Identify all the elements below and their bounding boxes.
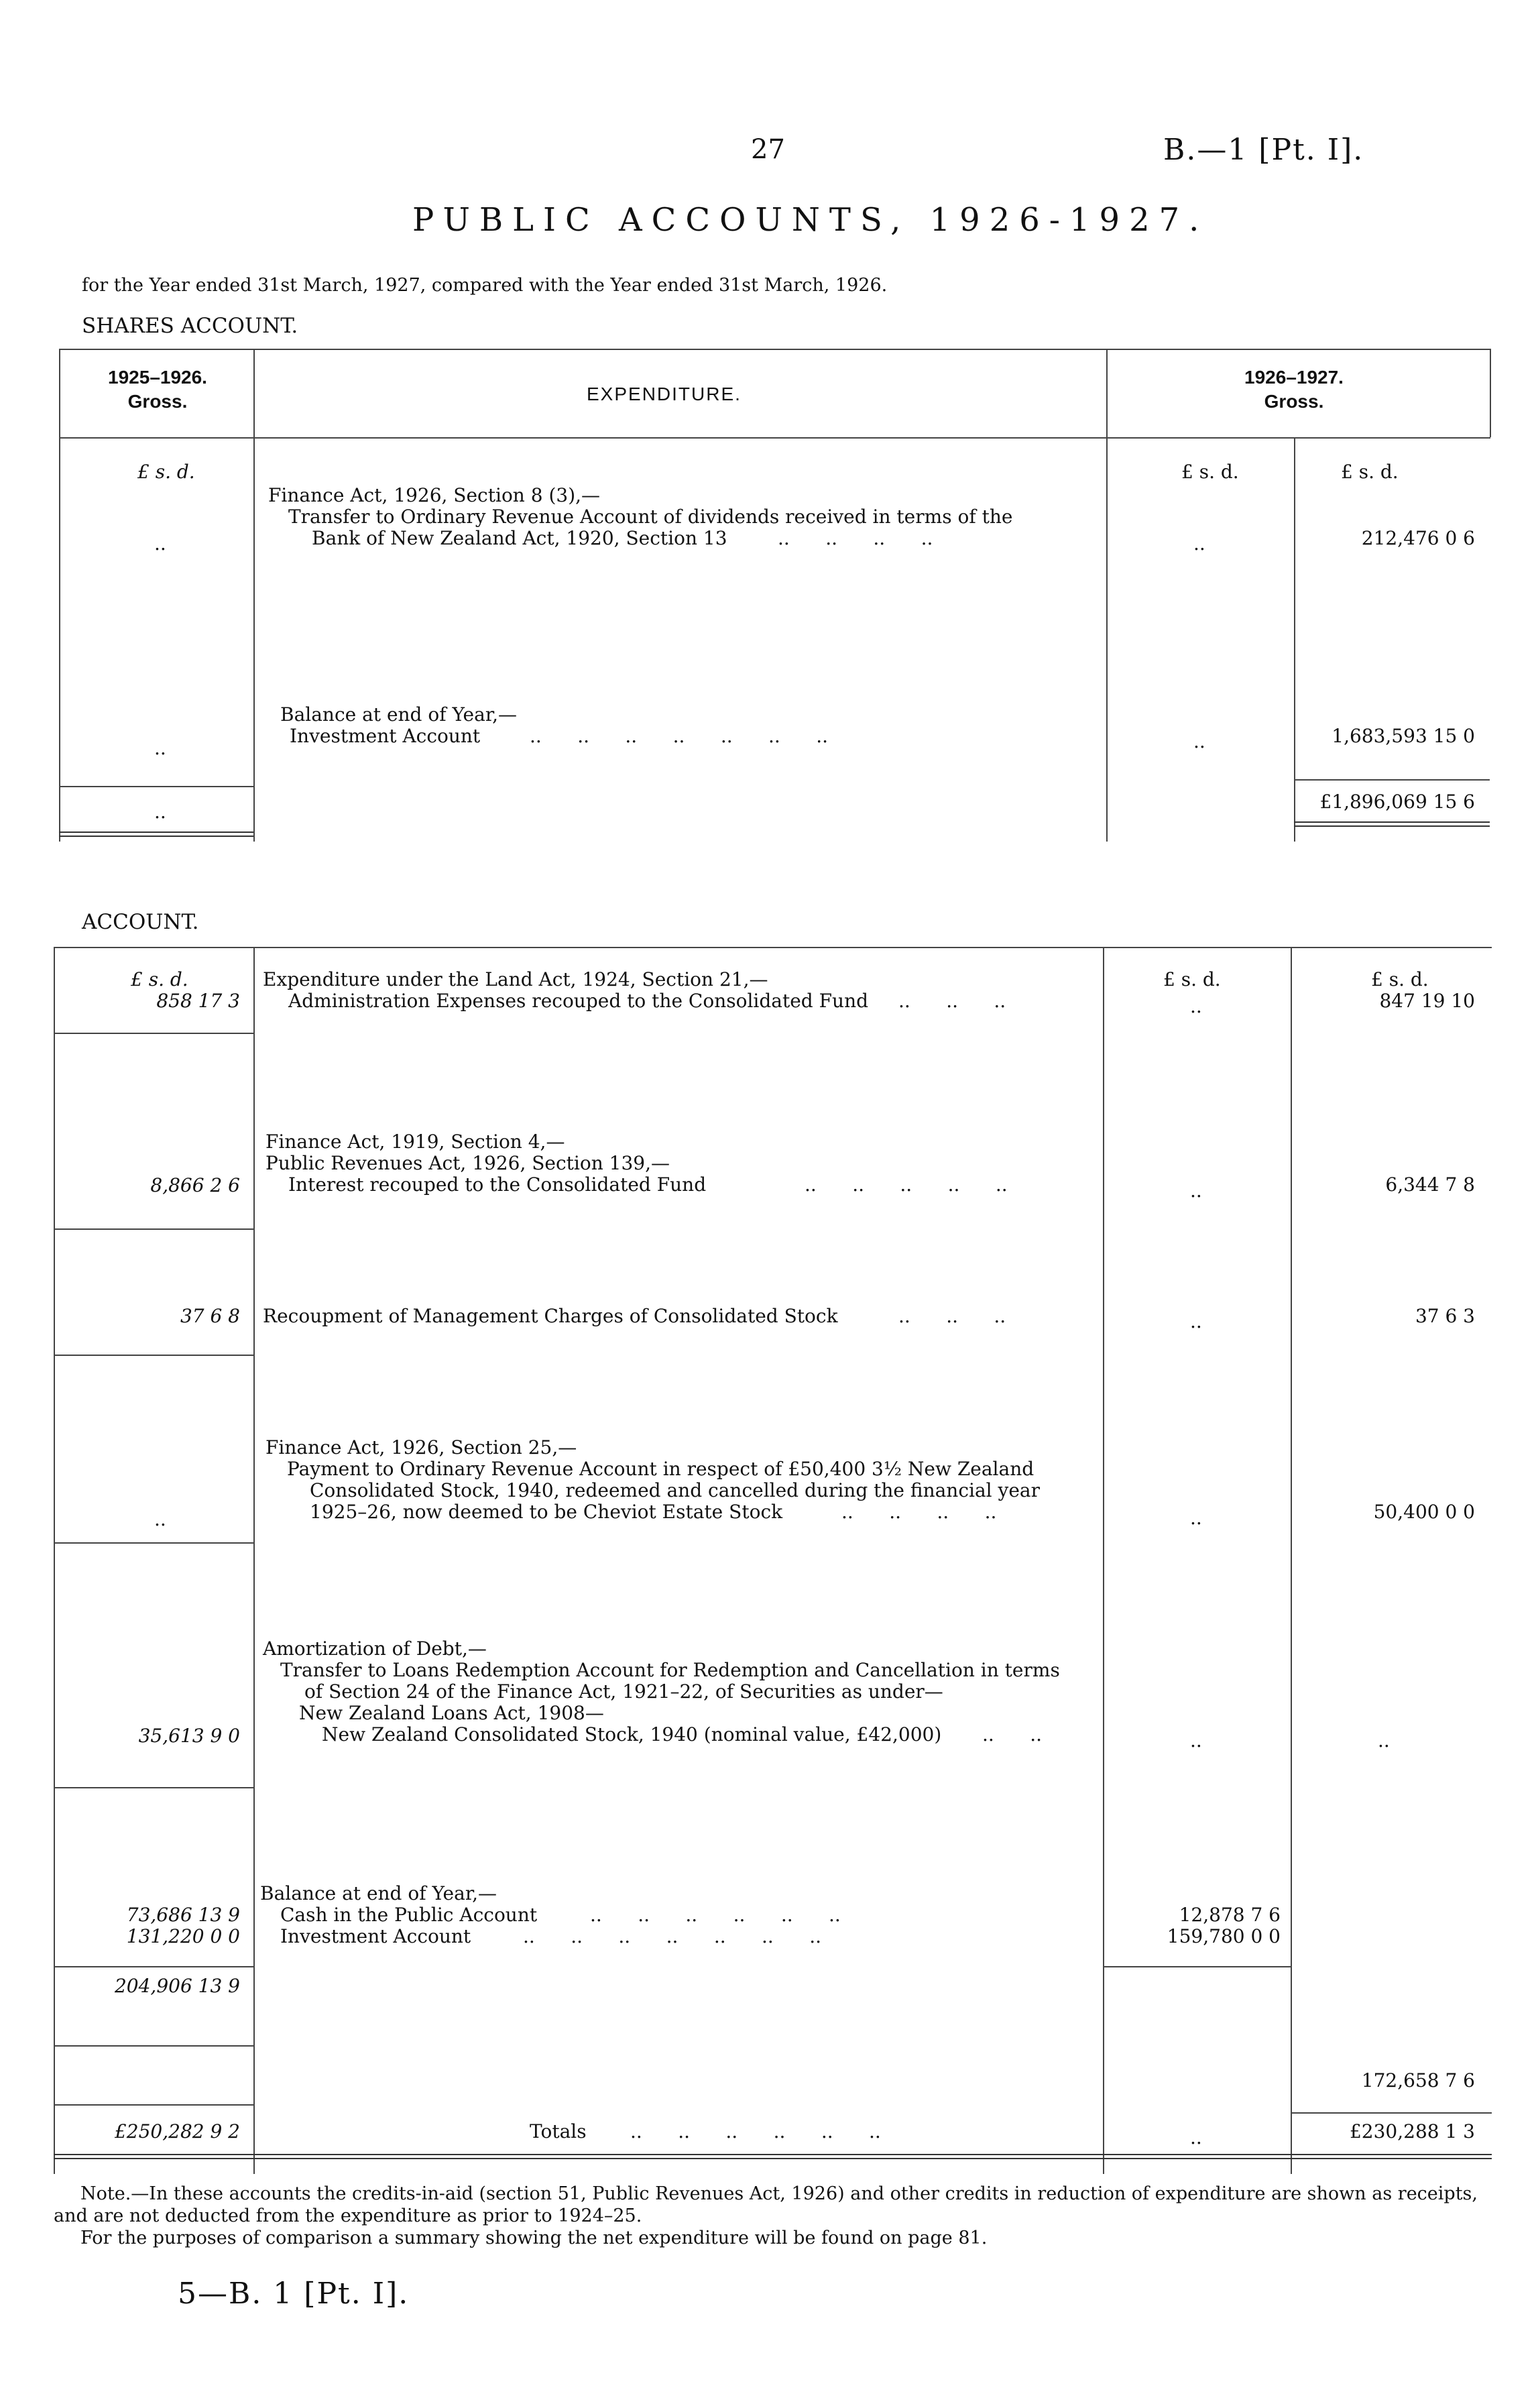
leader-dots: .. ..	[982, 1723, 1043, 1745]
rule	[59, 832, 253, 837]
prev-value: ..	[154, 532, 166, 555]
entry-line: Administration Expenses recouped to the Consolidated Fund	[288, 990, 869, 1012]
unit-mid: £ s. d.	[1163, 968, 1221, 990]
total-value: £1,896,069 15 6	[1319, 791, 1475, 813]
investment-mid: 159,780 0 0	[1167, 1925, 1281, 1947]
current-value: ..	[1378, 1729, 1390, 1752]
rule	[54, 947, 55, 2174]
entry-line: Public Revenues Act, 1926, Section 139,—	[265, 1152, 670, 1174]
leader-dots: .. .. .. .. .. ..	[630, 2120, 881, 2142]
entry-line: of Section 24 of the Finance Act, 1921–22, of Securities as under—	[304, 1680, 943, 1703]
mid-value: ..	[1193, 532, 1205, 555]
cash-prev: 73,686 13 9	[126, 1904, 240, 1926]
entry-line: Expenditure under the Land Act, 1924, Section 21,—	[263, 968, 768, 990]
entry-line: Balance at end of Year,—	[260, 1882, 497, 1904]
entry-line: Amortization of Debt,—	[263, 1638, 487, 1660]
entry-line: Investment Account	[290, 725, 481, 747]
leader-dots: .. .. ..	[898, 1305, 1006, 1327]
entry-line: 1925–26, now deemed to be Cheviot Estate Stock	[310, 1501, 783, 1523]
rule	[54, 947, 1492, 948]
entry-line: Bank of New Zealand Act, 1920, Section 13	[312, 527, 727, 549]
prev-value: ..	[154, 737, 166, 759]
mid-value: ..	[1190, 1729, 1202, 1752]
rule	[253, 947, 255, 2174]
entry-line: Payment to Ordinary Revenue Account in respect of £50,400 3½ New Zealand	[287, 1458, 1035, 1480]
unit-right: £ s. d.	[1341, 461, 1399, 483]
rule	[54, 2154, 1492, 2159]
rule	[59, 349, 60, 842]
current-value: 847 19 10	[1379, 990, 1475, 1012]
note-line: Note.—In these accounts the credits-in-aid (section 51, Public Revenues Act, 1926) and other credits in reduction of expenditure are shown as receipts, and are not deducted from the expenditure as prior to 1924–25.	[54, 2183, 1478, 2226]
balance-subtotal-prev: 204,906 13 9	[114, 1975, 240, 1997]
rule	[1103, 947, 1104, 2174]
rule	[1291, 947, 1292, 2174]
rule	[54, 1542, 253, 1544]
rule	[1291, 2112, 1492, 2114]
entry-line: Balance at end of Year,—	[280, 703, 518, 726]
rule	[54, 1033, 253, 1034]
totals-mid: ..	[1190, 2126, 1202, 2148]
mid-value: ..	[1190, 1310, 1202, 1332]
unit-mid: £ s. d.	[1181, 461, 1239, 483]
current-value: 50,400 0 0	[1373, 1501, 1475, 1523]
current-value: 212,476 0 6	[1361, 527, 1475, 549]
rule	[1294, 779, 1490, 781]
header-current-year: 1926–1927. Gross.	[1244, 367, 1344, 412]
entry-line: New Zealand Consolidated Stock, 1940 (nominal value, £42,000)	[322, 1723, 942, 1745]
document-reference: B.—1 [Pt. I].	[1163, 133, 1364, 167]
unit-right: £ s. d.	[1371, 968, 1429, 990]
mid-value: ..	[1190, 1507, 1202, 1529]
leader-dots: .. .. .. .. .. ..	[590, 1904, 841, 1926]
shares-section-label: SHARES ACCOUNT.	[82, 314, 298, 338]
rule	[253, 349, 255, 842]
rule	[54, 1787, 253, 1788]
leader-dots: .. .. .. .. .. .. ..	[523, 1925, 822, 1947]
prev-value: 8,866 2 6	[150, 1174, 240, 1196]
rule	[1490, 349, 1491, 437]
rule	[54, 1228, 253, 1230]
prev-value: 35,613 9 0	[138, 1725, 240, 1747]
investment-prev: 131,220 0 0	[126, 1925, 240, 1947]
rule	[59, 786, 253, 787]
rule	[1106, 349, 1108, 842]
current-value: 1,683,593 15 0	[1332, 725, 1475, 747]
page-number: 27	[751, 134, 785, 165]
current-value: 37 6 3	[1415, 1305, 1475, 1327]
entry-line: Finance Act, 1919, Section 4,—	[265, 1131, 565, 1153]
rule	[54, 1966, 253, 1967]
page-title: PUBLIC ACCOUNTS, 1926-1927.	[412, 201, 1209, 239]
header-expenditure: EXPENDITURE.	[587, 384, 742, 404]
rule	[54, 2045, 253, 2047]
leader-dots: .. .. .. ..	[841, 1501, 997, 1523]
rule	[1294, 437, 1295, 842]
page-footer-reference: 5—B. 1 [Pt. I].	[178, 2277, 410, 2311]
cash-mid: 12,878 7 6	[1179, 1904, 1281, 1926]
entry-line: Transfer to Ordinary Revenue Account of dividends received in terms of the	[288, 506, 1013, 528]
current-value: 6,344 7 8	[1385, 1173, 1475, 1196]
totals-label: Totals	[530, 2120, 587, 2142]
entry-line: New Zealand Loans Act, 1908—	[299, 1702, 604, 1724]
account-section-label: ACCOUNT.	[82, 910, 199, 934]
rule	[54, 1355, 253, 1356]
rule	[59, 349, 1490, 350]
leader-dots: .. .. ..	[898, 990, 1006, 1012]
unit-prev: £ s. d.	[137, 461, 195, 483]
entry-line: Finance Act, 1926, Section 8 (3),—	[268, 484, 601, 506]
entry-line: Transfer to Loans Redemption Account for Redemption and Cancellation in terms	[280, 1659, 1060, 1681]
cash-label: Cash in the Public Account	[280, 1904, 538, 1926]
prev-value: 858 17 3	[156, 990, 240, 1012]
page-subtitle: for the Year ended 31st March, 1927, compared with the Year ended 31st March, 1926.	[82, 275, 888, 296]
rule	[54, 2104, 253, 2106]
leader-dots: .. .. .. .. ..	[805, 1173, 1008, 1196]
header-prev-year: 1925–1926. Gross.	[108, 367, 207, 412]
entry-line: Finance Act, 1926, Section 25,—	[265, 1436, 577, 1458]
note-line: For the purposes of comparison a summary showing the net expenditure will be found on page 81.	[80, 2228, 988, 2248]
totals-value: £230,288 1 3	[1349, 2120, 1475, 2142]
investment-label: Investment Account	[280, 1925, 471, 1947]
rule	[1294, 821, 1490, 827]
rule	[59, 437, 1490, 439]
totals-prev: £250,282 9 2	[114, 2120, 240, 2142]
entry-line: Interest recouped to the Consolidated Fund	[288, 1173, 707, 1196]
leader-dots: .. .. .. ..	[778, 527, 933, 549]
unit-prev: £ s. d.	[131, 968, 188, 990]
mid-value: ..	[1193, 730, 1205, 752]
rule	[1103, 1966, 1291, 1967]
mid-value: ..	[1190, 995, 1202, 1017]
prev-value: 37 6 8	[180, 1305, 240, 1327]
balance-value: 172,658 7 6	[1361, 2069, 1475, 2091]
total-prev: ..	[154, 801, 166, 823]
prev-value: ..	[154, 1508, 166, 1530]
mid-value: ..	[1190, 1180, 1202, 1202]
footnote	[54, 2183, 1495, 2249]
entry-line: Consolidated Stock, 1940, redeemed and cancelled during the financial year	[310, 1479, 1040, 1501]
entry-line: Recoupment of Management Charges of Consolidated Stock	[263, 1305, 838, 1327]
leader-dots: .. .. .. .. .. .. ..	[530, 725, 829, 747]
